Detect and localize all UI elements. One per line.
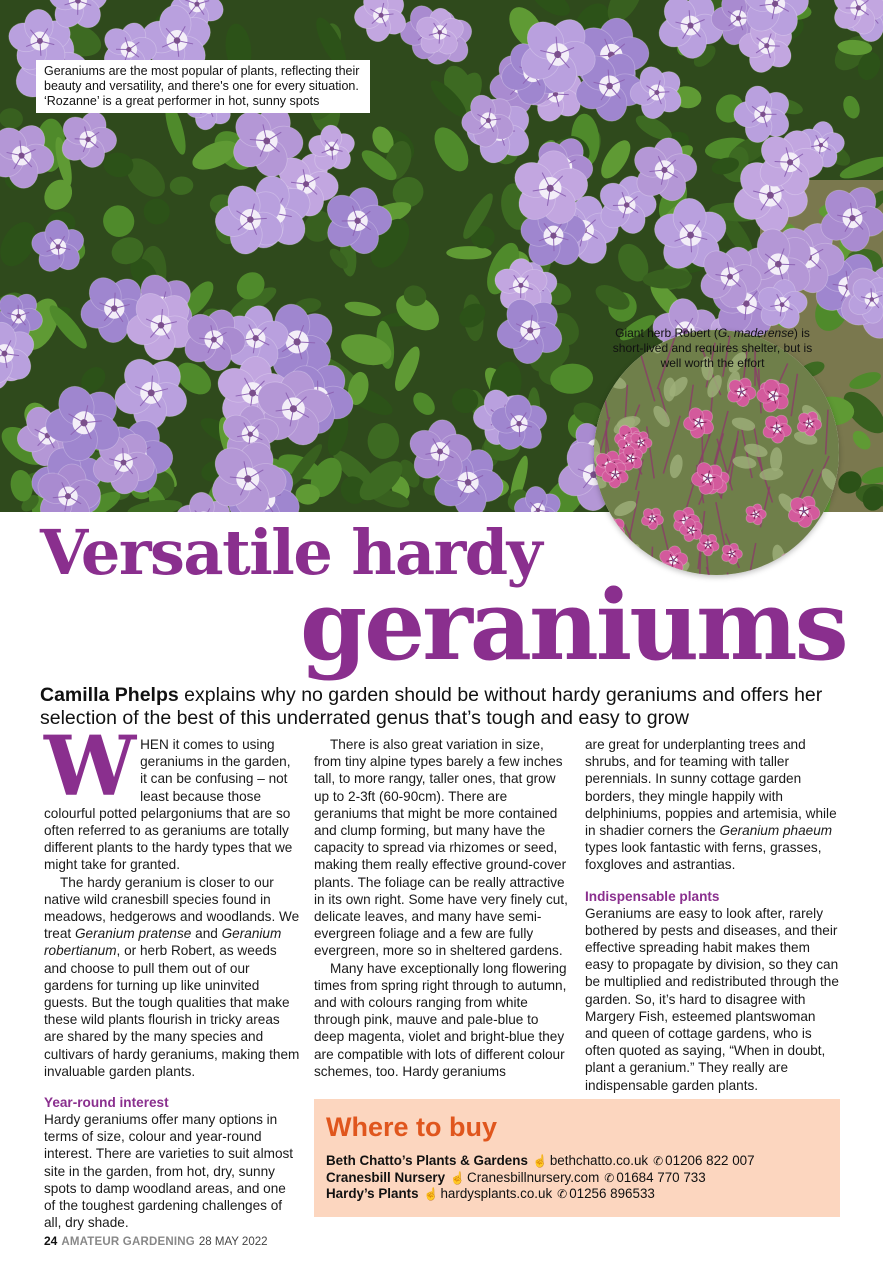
magazine-name: AMATEUR GARDENING	[61, 1236, 195, 1248]
caption-inset-text: ) is short-lived and requires shelter, but is well worth the effort	[612, 326, 813, 370]
photo-caption-main: Geraniums are the most popular of plants, reflecting their beauty and versatility, and there's one for every situation. ‘Rozanne’ is a great performer in hot, sunny spots	[36, 60, 370, 113]
paragraph-text: and	[191, 926, 222, 942]
paragraph: Many have exceptionally long flowering times from spring right through to autumn, and with colours ranging from white through pink, mauve and pale-blue to deep magenta, violet and bright-blue they are compatible with lots of different colour schemes, too. Hardy geraniums	[314, 960, 567, 1079]
article-column-3	[585, 736, 841, 1094]
latin-name: Geranium pratense	[74, 926, 192, 942]
standfirst-text: explains why no garden should be without hardy geraniums and offers her selection of the best of this underrated genus that’s tough and easy to grow	[40, 684, 823, 729]
paragraph-text: are great for underplanting trees and shrubs, and for teaming with taller perennials. In sunny cottage garden borders, they mingle happily with delphiniums, poppies and artemisia, while in shadier corners the	[585, 737, 837, 839]
supplier-row	[326, 1153, 828, 1170]
page-footer	[44, 1234, 268, 1249]
paragraph-text: , or herb Robert, as weeds and choose to pull them out of our gardens for turning up like uninvited guests. But the tough qualities that make these wild plants flourish in tricky areas are shared by the many species and cultivars of hardy geraniums, making them invaluable garden plants.	[44, 943, 300, 1079]
caption-inset-text: Giant herb Robert (	[615, 326, 718, 340]
supplier-website[interactable]: hardysplants.co.uk	[440, 1186, 553, 1201]
supplier-phone: 01206 822 007	[665, 1153, 755, 1168]
standfirst	[40, 684, 840, 730]
paragraph-text: HEN it comes to using geraniums in the garden, it can be confusing – not least because those colourful potted pelargoniums that are so often referred to as geraniums are totally different plants to the hardy types that we might take for granted.	[44, 737, 293, 873]
phone-icon: ✆	[604, 1170, 615, 1185]
issue-date: 28 MAY 2022	[198, 1236, 268, 1248]
supplier-phone: 01684 770 733	[616, 1169, 706, 1185]
paragraph-text: The hardy geranium is closer to our native wild cranesbill species found in meadows, hedgerows and woodlands. We treat	[44, 874, 300, 942]
paragraph: Geraniums are easy to look after, rarely bothered by pests and diseases, and their effective spreading habit makes them easy to propagate by division, so they can be multiplied and redistributed through the garden. So, it’s hard to disagree with Margery Fish, esteemed plantswoman and queen of cottage gardens, who is often quoted as saying, “When in doubt, plant a geranium.” They really are indispensable garden plants.	[585, 905, 839, 1093]
article-column-2	[314, 736, 570, 1080]
phone-icon: ✆	[653, 1154, 664, 1168]
supplier-name: Hardy’s Plants	[326, 1186, 419, 1201]
paragraph	[585, 736, 841, 874]
subheading-indispensable-plants: Indispensable plants	[585, 888, 720, 904]
latin-name: Geranium phaeum	[719, 823, 833, 839]
where-to-buy-box	[314, 1099, 840, 1217]
pointing-hand-icon: ☝	[423, 1187, 439, 1201]
headline-line-2: geraniums	[300, 569, 846, 682]
paragraph: There is also great variation in size, from tiny alpine types barely a few inches tall, to more rangy, taller ones, that grow up to 2-3ft (60-90cm). There are geraniums that might be more contained and clump forming, but many have the capacity to spread via rhizomes or seed, making them really effective ground-cover plants. The foliage can be really attractive in its own right. Some have very finely cut, delicate leaves, and many have semi-evergreen foliage and a few are fully evergreen, more so in sheltered gardens.	[314, 737, 568, 959]
photo-caption-inset	[610, 326, 815, 371]
supplier-website[interactable]: bethchatto.co.uk	[549, 1153, 649, 1168]
headline-line-1: Versatile hardy	[40, 516, 542, 589]
pointing-hand-icon: ☝	[450, 1170, 466, 1185]
subheading-year-round-interest: Year-round interest	[44, 1095, 169, 1111]
supplier-name: Beth Chatto’s Plants & Gardens	[326, 1153, 528, 1168]
supplier-phone: 01256 896533	[569, 1186, 655, 1201]
article-column-1	[44, 719, 300, 1231]
supplier-row	[326, 1170, 828, 1187]
where-to-buy-title: Where to buy	[326, 1112, 498, 1142]
supplier-row	[326, 1186, 828, 1203]
pointing-hand-icon: ☝	[532, 1154, 548, 1168]
paragraph	[44, 719, 300, 874]
headline	[0, 512, 883, 682]
latin-name: Geranium robertianum	[44, 926, 282, 959]
paragraph	[44, 874, 300, 1080]
author-name: Camilla Phelps	[40, 684, 179, 706]
supplier-name: Cranesbill Nursery	[326, 1169, 446, 1185]
page-number: 24	[44, 1234, 58, 1248]
drop-cap: W	[44, 719, 137, 815]
caption-inset-latin-name: G. maderense	[717, 326, 794, 340]
phone-icon: ✆	[557, 1187, 568, 1201]
paragraph: Hardy geraniums offer many options in terms of size, colour and year-round interest. There are varieties to suit almost site in the garden, from hot, dry, sunny spots to damp woodland areas, and one of the toughest gardening challenges of all, dry shade.	[44, 1112, 294, 1231]
supplier-website[interactable]: Cranesbillnursery.com	[467, 1169, 600, 1185]
paragraph-text: types look fantastic with ferns, grasses, foxgloves and astrantias.	[585, 840, 822, 873]
